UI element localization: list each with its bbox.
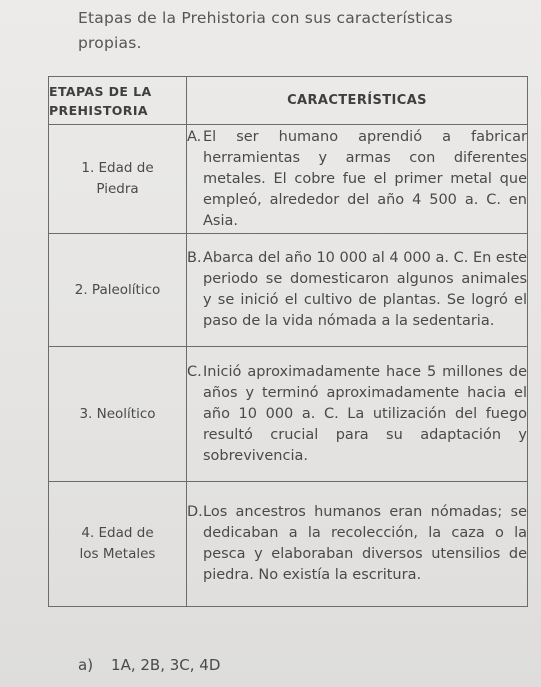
- characteristic-text: El ser humano aprendió a fabricar herramientas y armas con diferentes metales. El cobre fue el primer metal que empleó, alrededor del año 4 500 a. C. en Asia.: [203, 128, 527, 229]
- stage-cell: [49, 482, 187, 607]
- prompt-line-2: propias.: [78, 34, 142, 52]
- table-row: [49, 482, 528, 607]
- characteristic-text: Inició aproximadamente hace 5 millones de años y terminó aproximadamente hacia el año 10 000 a. C. La utilización del fuego resultó crucial para su adaptación y sobrevivencia.: [203, 363, 527, 464]
- stage-label: 1. Edad de Piedra: [81, 160, 154, 197]
- characteristic-letter: A.: [187, 128, 202, 145]
- header-characteristics: CARACTERÍSTICAS: [187, 77, 528, 125]
- characteristic-cell: [187, 482, 528, 607]
- stage-label: 3. Neolítico: [79, 405, 156, 422]
- table-row: [49, 347, 528, 482]
- table-row: [49, 234, 528, 347]
- stage-cell: [49, 234, 187, 347]
- header-stages-line-1: ETAPAS DE LA: [49, 83, 152, 99]
- table-header-row: [49, 77, 528, 125]
- stage-cell: [49, 347, 187, 482]
- prehistory-stages-table: [48, 76, 528, 607]
- answer-option-a[interactable]: [78, 656, 220, 674]
- answer-option-text: 1A, 2B, 3C, 4D: [111, 656, 221, 674]
- characteristic-cell: [187, 234, 528, 347]
- characteristic-letter: D.: [187, 504, 203, 520]
- characteristic-text: Los ancestros humanos eran nómadas; se dedicaban a la recolección, la caza o la pesca y elaboraban diversos utensilios de piedra. No existía la escritura.: [203, 504, 527, 583]
- stage-cell: [49, 125, 187, 234]
- answer-option-letter: a): [78, 656, 94, 674]
- question-prompt: [78, 6, 518, 56]
- characteristic-text: Abarca del año 10 000 al 4 000 a. C. En este periodo se domesticaron algunos animales y se inició el cultivo de plantas. Se logró el paso de la vida nómada a la sedentaria.: [203, 250, 527, 329]
- stage-label: 4. Edad de los Metales: [79, 525, 156, 562]
- table-row: [49, 125, 528, 234]
- characteristic-cell: [187, 125, 528, 234]
- header-stages-line-2: PREHISTORIA: [49, 102, 148, 118]
- stage-label: 2. Paleolítico: [74, 281, 161, 298]
- characteristic-letter: C.: [187, 363, 202, 380]
- characteristic-cell: [187, 347, 528, 482]
- characteristic-letter: B.: [187, 250, 202, 266]
- prompt-line-1: Etapas de la Prehistoria con sus características: [78, 9, 453, 27]
- header-stages: [49, 77, 187, 125]
